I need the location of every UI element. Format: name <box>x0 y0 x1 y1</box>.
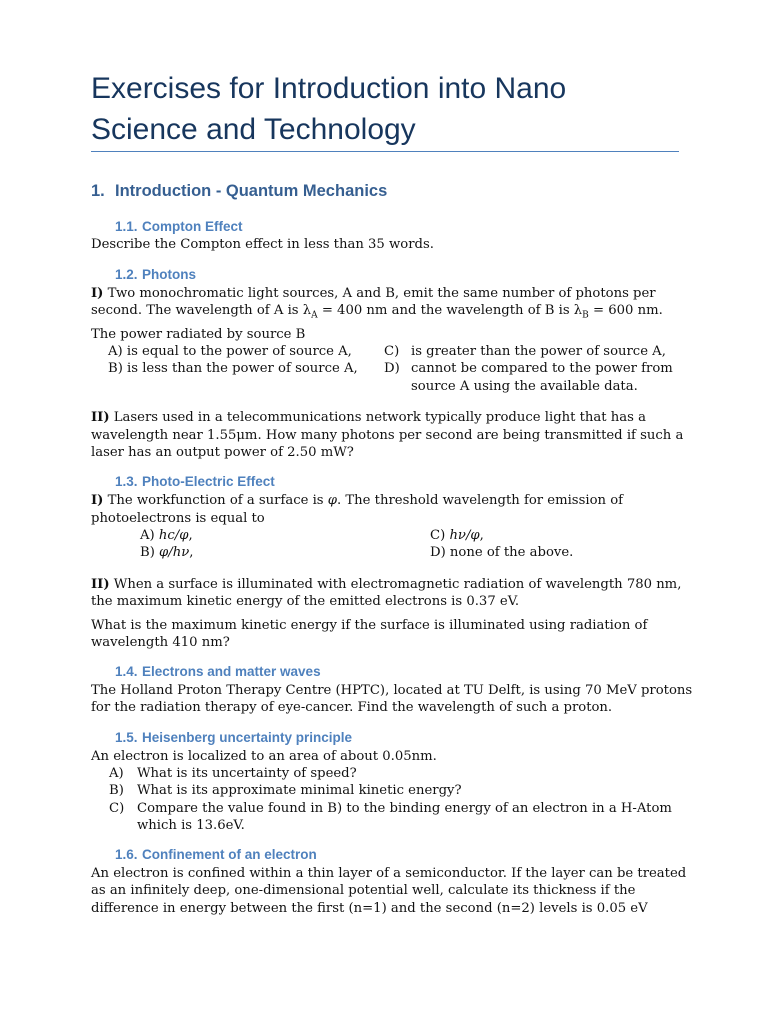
photoelectric-question-3-line-2: wavelength 410 nm? <box>91 635 230 650</box>
subsection-title: Photo-Electric Effect <box>142 474 275 489</box>
subsection-heading-matter-waves <box>115 663 321 681</box>
heisenberg-a-label: A) <box>109 766 124 781</box>
matter-waves-line-1: The Holland Proton Therapy Centre (HPTC), located at TU Delft, is using 70 MeV protons <box>91 683 693 698</box>
subsection-title: Compton Effect <box>142 219 243 234</box>
subsection-title: Photons <box>142 267 196 282</box>
option-formula: φ/hν <box>159 545 190 560</box>
photoelectric-question-1-line-2: photoelectrons is equal to <box>91 511 265 526</box>
section-title: Introduction - Quantum Mechanics <box>115 182 388 200</box>
question-text: When a surface is illuminated with electromagnetic radiation of wavelength 780 nm, <box>109 577 682 592</box>
photons-question-2-line-1 <box>91 409 691 427</box>
photons-option-d-line-2: source A using the available data. <box>411 379 638 394</box>
question-text: The workfunction of a surface is <box>103 493 328 508</box>
question-text: Lasers used in a telecommunications network typically produce light that has a <box>109 410 646 425</box>
option-punctuation: , <box>189 545 194 560</box>
heisenberg-a-text: What is its uncertainty of speed? <box>137 766 357 781</box>
phi-symbol: φ <box>327 493 337 508</box>
option-label: B) <box>140 545 160 560</box>
option-label: A) <box>140 528 159 543</box>
subsection-number: 1.1. <box>115 219 138 234</box>
option-formula: hc/φ <box>158 528 189 543</box>
photons-stem: The power radiated by source B <box>91 327 306 342</box>
subsection-number: 1.6. <box>115 847 138 862</box>
heisenberg-intro: An electron is localized to an area of about 0.05nm. <box>91 749 437 764</box>
question-label: I) <box>91 286 104 301</box>
option-punctuation: , <box>479 528 484 543</box>
photoelectric-option-d: D) none of the above. <box>430 545 574 560</box>
question-text: Two monochromatic light sources, A and B, emit the same number of photons per <box>103 286 656 301</box>
section-number: 1. <box>91 182 105 200</box>
photons-option-a: A) is equal to the power of source A, <box>108 344 352 359</box>
subsection-number: 1.3. <box>115 474 138 489</box>
subsection-title: Heisenberg uncertainty principle <box>142 730 353 745</box>
title-line-1: Exercises for Introduction into Nano <box>91 72 567 105</box>
subsection-heading-photoelectric <box>115 473 275 491</box>
subsection-number: 1.5. <box>115 730 138 745</box>
photons-question-2-line-3: laser has an output power of 2.50 mW? <box>91 445 354 460</box>
photons-option-d-label: D) <box>384 361 400 376</box>
confinement-line-3: difference in energy between the first (n=1) and the second (n=2) levels is 0.05 eV <box>91 901 648 916</box>
heisenberg-b-label: B) <box>109 783 124 798</box>
photons-option-c: is greater than the power of source A, <box>411 344 666 359</box>
photoelectric-question-1-line-1 <box>91 492 691 510</box>
question-label: I) <box>91 493 104 508</box>
subsection-number: 1.2. <box>115 267 138 282</box>
question-text: = 400 nm and the wavelength of B is λ <box>317 303 583 318</box>
confinement-line-2: as an infinitely deep, one-dimensional potential well, calculate its thickness if the <box>91 883 636 898</box>
subsection-heading-photons <box>115 266 196 284</box>
section-heading-1 <box>91 182 387 201</box>
confinement-line-1: An electron is confined within a thin layer of a semiconductor. If the layer can be treated <box>91 866 687 881</box>
heisenberg-c-text-line-2: which is 13.6eV. <box>137 818 245 833</box>
photons-question-1-line-1 <box>91 285 691 303</box>
title-line-2: Science and Technology <box>91 113 416 146</box>
subsection-title: Confinement of an electron <box>142 847 317 862</box>
title-divider <box>91 151 679 152</box>
heisenberg-c-text-line-1: Compare the value found in B) to the binding energy of an electron in a H-Atom <box>137 801 672 816</box>
question-label: II) <box>91 577 110 592</box>
subsection-heading-confinement <box>115 846 317 864</box>
photons-question-1-line-2 <box>91 302 691 325</box>
subsection-heading-heisenberg <box>115 729 352 747</box>
photons-question-2-line-2: wavelength near 1.55μm. How many photons per second are being transmitted if such a <box>91 428 684 443</box>
photoelectric-question-2-line-1 <box>91 576 691 594</box>
option-label: C) <box>430 528 450 543</box>
photoelectric-option-a <box>140 527 193 545</box>
heisenberg-b-text: What is its approximate minimal kinetic energy? <box>137 783 462 798</box>
photons-option-c-label: C) <box>384 344 400 359</box>
photoelectric-option-b <box>140 544 193 562</box>
question-text: . The threshold wavelength for emission of <box>337 493 624 508</box>
photoelectric-question-3-line-1: What is the maximum kinetic energy if the surface is illuminated using radiation of <box>91 618 648 633</box>
heisenberg-c-label: C) <box>109 801 125 816</box>
question-label: II) <box>91 410 110 425</box>
subsection-title: Electrons and matter waves <box>142 664 321 679</box>
photoelectric-question-2-line-2: the maximum kinetic energy of the emitted electrons is 0.37 eV. <box>91 594 520 609</box>
question-text: second. The wavelength of A is λ <box>91 303 312 318</box>
photoelectric-option-c <box>430 527 484 545</box>
subscript-a: A <box>311 310 318 321</box>
document-title <box>91 68 691 150</box>
question-text: = 600 nm. <box>588 303 663 318</box>
subscript-b: B <box>582 310 589 321</box>
compton-question: Describe the Compton effect in less than 35 words. <box>91 237 434 252</box>
photons-option-b: B) is less than the power of source A, <box>108 361 358 376</box>
subsection-heading-compton <box>115 218 243 236</box>
option-formula: hν/φ <box>449 528 480 543</box>
subsection-number: 1.4. <box>115 664 138 679</box>
matter-waves-line-2: for the radiation therapy of eye-cancer. Find the wavelength of such a proton. <box>91 700 613 715</box>
option-punctuation: , <box>188 528 193 543</box>
photons-option-d-line-1: cannot be compared to the power from <box>411 361 673 376</box>
